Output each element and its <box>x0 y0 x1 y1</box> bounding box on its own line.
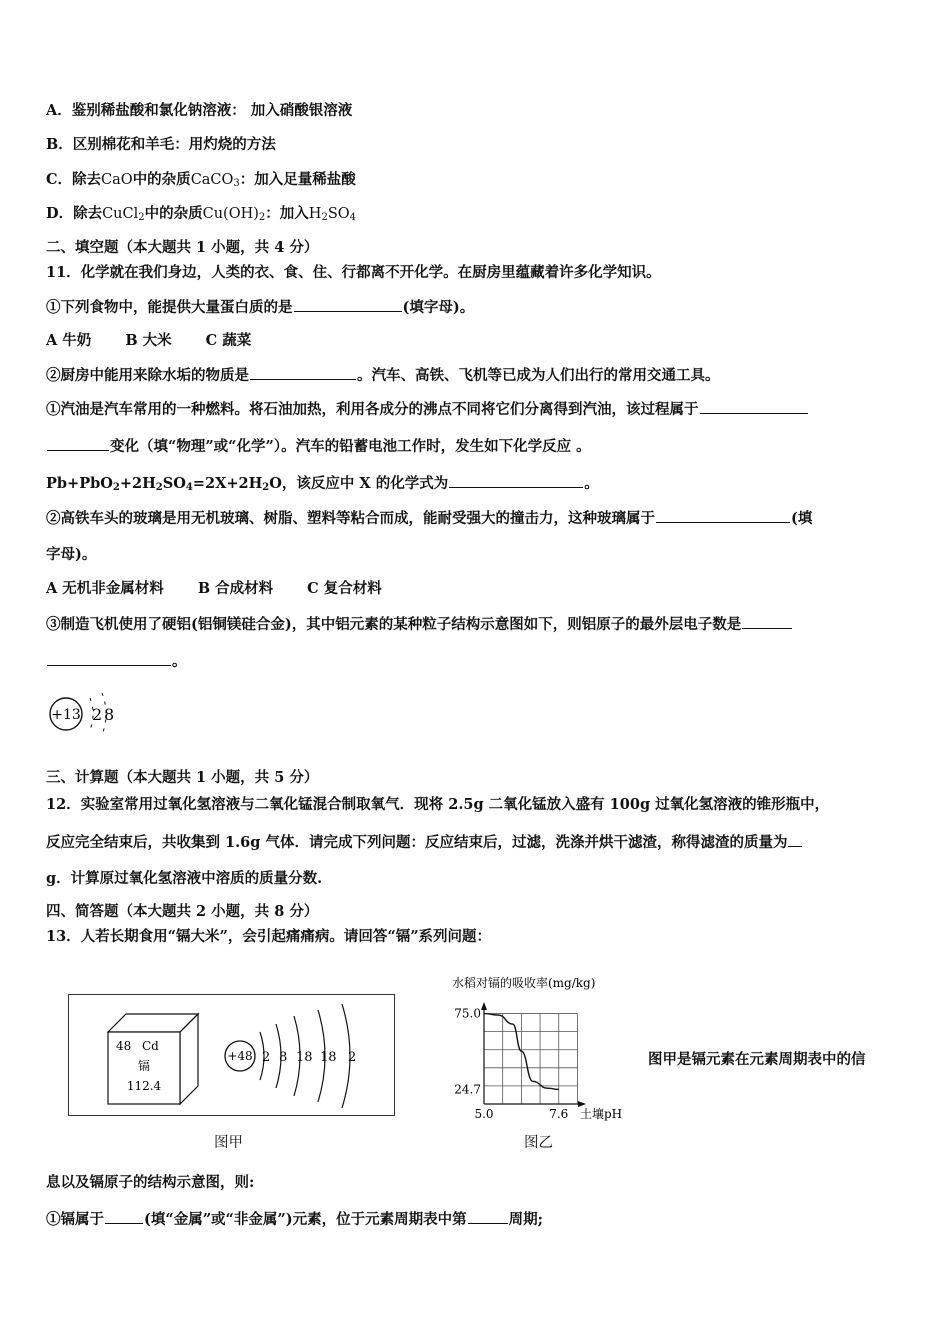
food-option-a: A 牛奶 <box>46 332 92 349</box>
al-shell-1: 2 <box>92 705 103 724</box>
option-b: B．区别棉花和羊毛：用灼烧的方法 <box>46 136 276 153</box>
answer-blank[interactable] <box>105 1209 143 1224</box>
answer-blank[interactable] <box>468 1209 508 1224</box>
y-tick-label: 24.7 <box>454 1082 481 1097</box>
answer-blank[interactable] <box>250 365 356 380</box>
cd-shell-5: 2 <box>348 1050 357 1065</box>
cd-shell-1: 2 <box>262 1050 271 1065</box>
option-d-mid: 中的杂质 <box>144 205 203 222</box>
cd-shell-3: 18 <box>296 1050 313 1065</box>
answer-blank[interactable] <box>449 473 583 488</box>
q13-stem: 13．人若长期食用“镉大米”，会引起痛痛病。请回答“镉”系列问题： <box>46 928 492 945</box>
q11-part4-cont: 字母)。 <box>46 546 97 563</box>
q12-line3: g．计算原过氧化氢溶液中溶质的质量分数. <box>46 870 323 887</box>
element-name: 镉 <box>137 1059 151 1073</box>
material-option-c: C 复合材料 <box>307 580 382 597</box>
cd-shell-2: 8 <box>279 1050 288 1065</box>
q12-line1: 12．实验室常用过氧化氢溶液与二氧化锰混合制取氧气．现将 2.5g 二氧化锰放入盛有 100g 过氧化氢溶液的锥形瓶中， <box>46 796 830 813</box>
q13-part1-tail: 周期; <box>508 1211 543 1228</box>
q11-part1-text: ①下列食物中，能提供大量蛋白质的是 <box>46 299 293 316</box>
chart-grid <box>484 1014 577 1104</box>
material-option-a: A 无机非金属材料 <box>46 580 164 597</box>
reaction-equation: $Pb+PbO_2+2H_2SO_4=2X+2H_2O$，该反应中 X 的化学式为 。 <box>46 475 599 493</box>
q11-part2-text: ②厨房中能用来除水垢的物质是 <box>46 367 249 384</box>
aluminum-structure-diagram <box>44 690 134 738</box>
material-options <box>46 579 382 599</box>
q11-part3-tail: 变化（填“物理”或“化学”）。汽车的铅蓄电池工作时，发生如下化学反应 。 <box>110 438 591 455</box>
figure-jia-caption: 图甲 <box>214 1135 243 1151</box>
q11-part3-cont <box>46 436 591 457</box>
x-tick-label: 5.0 <box>474 1107 494 1121</box>
answer-blank[interactable] <box>788 832 802 847</box>
cd-shell-4: 18 <box>320 1050 337 1065</box>
answer-blank[interactable] <box>656 508 790 523</box>
q13-cont: 息以及镉原子的结构示意图，则: <box>46 1174 255 1191</box>
q13-part1-text: ①镉属于 <box>46 1211 104 1228</box>
element-number: 48 <box>116 1039 132 1053</box>
cd-atom-structure <box>225 1004 356 1108</box>
x-axis-label: 土壤pH <box>580 1107 623 1121</box>
figure-yi-caption: 图乙 <box>524 1135 553 1151</box>
q12-line2-text: 反应完全结束后，共收集到 1.6g 气体．请完成下列问题：反应结束后，过滤，洗涤并烘干滤渣，称得滤渣的质量为 <box>46 834 788 851</box>
food-options <box>46 331 251 351</box>
section3-heading: 三、计算题（本大题共 1 小题，共 5 分） <box>46 769 319 786</box>
figure-yi-chart <box>440 970 640 1122</box>
element-mass: 112.4 <box>126 1079 162 1093</box>
q11-part5 <box>46 614 793 635</box>
q13-part1 <box>46 1209 543 1230</box>
q13-side-text: 图甲是镉元素在元素周期表中的信 <box>648 1051 866 1068</box>
element-cube <box>108 1014 198 1104</box>
q11-part3 <box>46 399 809 420</box>
formula-cucl2: CuCl$_2$ <box>102 206 145 223</box>
chart-title: 水稻对镉的吸收率(mg/kg) <box>452 976 596 990</box>
q11-part4-text: ②高铁车头的玻璃是用无机玻璃、树脂、塑料等粘合而成，能耐受强大的撞击力，这种玻璃属于 <box>46 510 655 527</box>
q11-part2-tail: 。汽车、高铁、飞机等已成为人们出行的常用交通工具。 <box>357 367 720 384</box>
answer-blank[interactable] <box>742 614 792 629</box>
q12-line2 <box>46 832 803 853</box>
figure-jia <box>68 994 396 1118</box>
y-axis-arrow <box>481 1002 487 1010</box>
q11-stem: 11．化学就在我们身边，人类的衣、食、住、行都离不开化学。在厨房里蕴藏着许多化学知识。 <box>46 264 661 281</box>
answer-blank[interactable] <box>294 297 402 312</box>
answer-blank[interactable] <box>700 399 808 414</box>
q11-part4-hint: (填 <box>791 510 813 527</box>
option-c-post: ：加入足量稀盐酸 <box>239 171 356 188</box>
answer-blank[interactable] <box>47 651 171 666</box>
al-nucleus-label: +13 <box>51 707 81 723</box>
formula-cuoh2: $Cu(OH)_2$ <box>202 206 266 223</box>
section4-heading: 四、简答题（本大题共 2 小题，共 8 分） <box>46 903 319 920</box>
option-c-pre: C．除去 <box>46 171 102 188</box>
option-d-pre: D．除去 <box>46 205 103 222</box>
option-d <box>46 204 356 228</box>
al-shell-2: 8 <box>104 705 115 724</box>
q13-part1-mid: (填“金属”或“非金属”)元素，位于元素周期表中第 <box>144 1211 467 1228</box>
x-tick-label: 7.6 <box>549 1107 569 1121</box>
option-a: A．鉴别稀盐酸和氯化钠溶液： 加入硝酸银溶液 <box>46 102 353 119</box>
food-option-c: C 蔬菜 <box>205 332 252 349</box>
q11-part3-text: ①汽油是汽车常用的一种燃料。将石油加热，利用各成分的沸点不同将它们分离得到汽油，该过程属于 <box>46 401 699 418</box>
y-tick-label: 75.0 <box>454 1006 481 1021</box>
element-symbol: Cd <box>142 1039 159 1053</box>
q11-part5-text: ③制造飞机使用了硬铝(铝铜镁硅合金)，其中铝元素的某种粒子结构示意图如下，则铝原子的最外层电子数是 <box>46 616 742 633</box>
option-d-post: ：加入 <box>265 205 309 222</box>
q11-part1-hint: (填字母)。 <box>402 299 475 316</box>
formula-h2so4: $H_2SO_4$ <box>308 206 357 223</box>
food-option-b: B 大米 <box>125 332 172 349</box>
material-option-b: B 合成材料 <box>197 580 274 597</box>
formula-caco3: CaCO$_3$ <box>190 172 240 189</box>
option-c-mid: 中的杂质 <box>132 171 191 188</box>
option-c <box>46 170 356 194</box>
q11-part5-cont: 。 <box>46 651 187 672</box>
q11-part2 <box>46 365 720 386</box>
answer-blank[interactable] <box>47 436 109 451</box>
formula-cao: CaO <box>101 172 133 188</box>
cd-nucleus-label: +48 <box>227 1049 253 1063</box>
q11-part1 <box>46 297 474 318</box>
q11-part4 <box>46 508 812 529</box>
section2-heading: 二、填空题（本大题共 1 小题，共 4 分） <box>46 239 319 256</box>
